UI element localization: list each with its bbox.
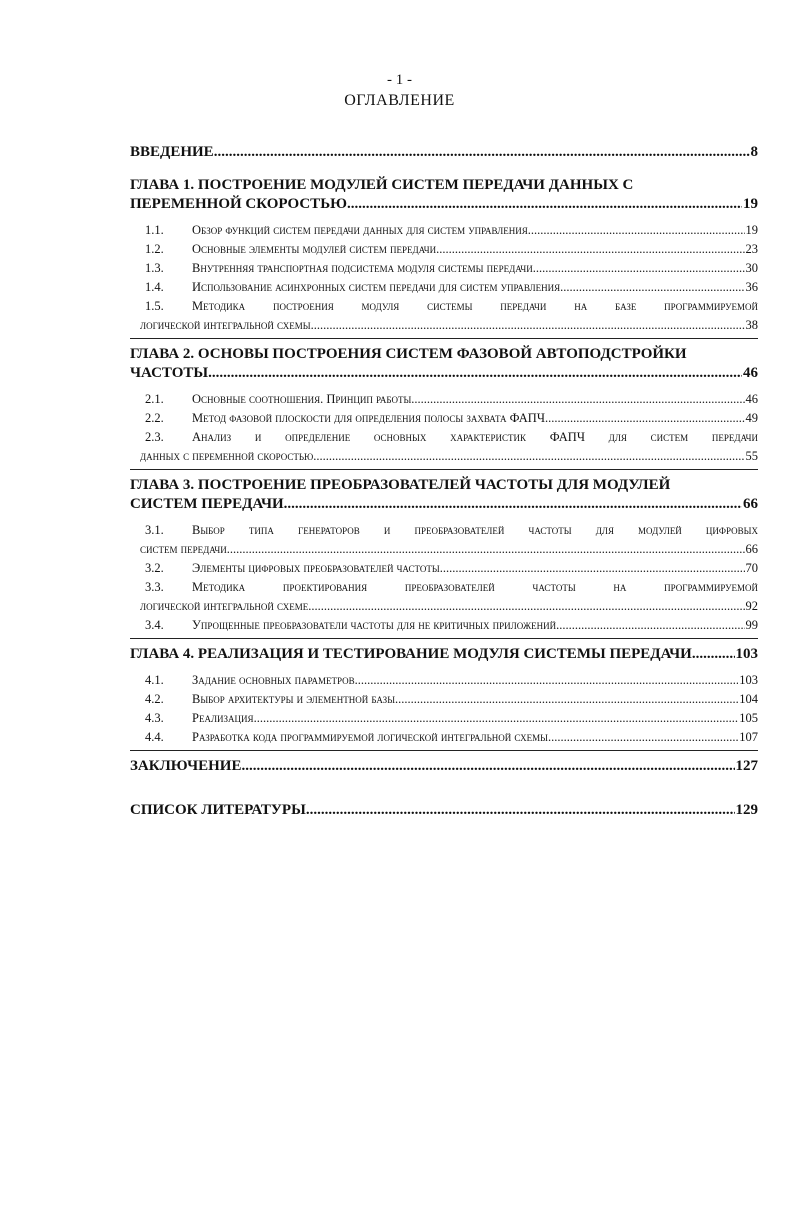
toc-page-number: 92 — [745, 599, 758, 613]
section-title: Внутренняя транспортная подсистема модуля системы передачи — [192, 261, 533, 275]
toc-section-4-2[interactable] — [130, 690, 758, 709]
section-number: 3.1. — [145, 523, 164, 537]
toc-section-4-1[interactable] — [130, 671, 758, 690]
toc-entry-intro[interactable] — [130, 143, 758, 162]
section-number: 4.2. — [145, 692, 164, 706]
toc-entry-references[interactable] — [130, 801, 758, 820]
toc-section-1-3[interactable] — [130, 259, 758, 278]
section-title: Элементы цифровых преобразователей частоты — [192, 561, 440, 575]
section-title: Методика проектирования преобразователей частоты на программируемой — [192, 580, 758, 594]
section-number: 2.1. — [145, 392, 164, 406]
toc-page-number: 99 — [745, 618, 758, 632]
section-title: Метод фазовой плоскости для определения полосы захвата ФАПЧ — [192, 411, 545, 425]
dot-leader — [533, 259, 745, 278]
chapter-title-line: ГЛАВА 2. ОСНОВЫ ПОСТРОЕНИЯ СИСТЕМ ФАЗОВОЙ АВТОПОДСТРОЙКИ — [130, 346, 687, 362]
section-number: 2.2. — [145, 411, 164, 425]
toc-page-number: 19 — [743, 196, 758, 212]
dot-leader — [556, 616, 744, 635]
dot-leader — [227, 540, 745, 559]
dot-leader — [254, 709, 739, 728]
divider — [130, 750, 758, 751]
toc-page-number: 46 — [745, 392, 758, 406]
chapter-title-line: ЧАСТОТЫ — [130, 365, 209, 381]
page-number: - 1 - — [387, 72, 412, 88]
section-number: 4.3. — [145, 711, 164, 725]
section-number: 1.5. — [145, 299, 164, 313]
chapter-title-line: ПЕРЕМЕННОЙ СКОРОСТЬЮ — [130, 196, 347, 212]
chapter-title-line: ГЛАВА 3. ПОСТРОЕНИЕ ПРЕОБРАЗОВАТЕЛЕЙ ЧАСТОТЫ ДЛЯ МОДУЛЕЙ — [130, 477, 671, 493]
toc-page-number: 129 — [735, 802, 758, 818]
dot-leader — [308, 597, 744, 616]
toc-page-number: 19 — [745, 223, 758, 237]
toc-section-4-4[interactable] — [130, 728, 758, 747]
table-of-contents — [130, 143, 758, 820]
section-title: Задание основных параметров — [192, 673, 355, 687]
dot-leader — [313, 447, 744, 466]
section-title-continued: логической интегральной схеме — [140, 599, 309, 613]
toc-page-number: 66 — [743, 496, 758, 512]
toc-section-1-1[interactable] — [130, 221, 758, 240]
section-number: 1.2. — [145, 242, 164, 256]
toc-section-2-1[interactable] — [130, 390, 758, 409]
dot-leader — [548, 728, 738, 747]
chapter-title-line: ГЛАВА 4. РЕАЛИЗАЦИЯ И ТЕСТИРОВАНИЕ МОДУЛЯ СИСТЕМЫ ПЕРЕДАЧИ — [130, 646, 692, 662]
toc-chapter-4[interactable] — [130, 645, 758, 664]
toc-section-1-4[interactable] — [130, 278, 758, 297]
section-title: Обзор функций систем передачи данных для систем управления — [192, 223, 528, 237]
dot-leader — [528, 221, 745, 240]
section-number: 3.4. — [145, 618, 164, 632]
section-title: Основные соотношения. Принцип работы — [192, 392, 412, 406]
dot-leader — [395, 690, 738, 709]
page-title: ОГЛАВЛЕНИЕ — [344, 92, 455, 109]
dot-leader — [208, 364, 742, 383]
dot-leader — [284, 495, 742, 514]
toc-page-number: 127 — [735, 758, 758, 774]
dot-leader — [355, 671, 739, 690]
toc-page-number: 107 — [739, 730, 758, 744]
section-number: 2.3. — [145, 430, 164, 444]
dot-leader — [440, 559, 745, 578]
toc-page-number: 104 — [739, 692, 758, 706]
toc-section-3-1[interactable] — [130, 521, 758, 559]
toc-page-number: 38 — [745, 318, 758, 332]
divider — [130, 638, 758, 639]
chapter-title-line: СИСТЕМ ПЕРЕДАЧИ — [130, 496, 284, 512]
dot-leader — [306, 801, 735, 820]
section-number: 4.1. — [145, 673, 164, 687]
toc-section-3-2[interactable] — [130, 559, 758, 578]
toc-section-3-3[interactable] — [130, 578, 758, 616]
section-title: Упрощенные преобразователи частоты для не критичных приложений — [192, 618, 557, 632]
section-title: Разработка кода программируемой логической интегральной схемы — [192, 730, 548, 744]
toc-chapter-2[interactable] — [130, 345, 758, 383]
dot-leader — [241, 757, 734, 776]
section-title: Выбор типа генераторов и преобразователей частоты для модулей цифровых — [192, 523, 758, 537]
toc-chapter-1[interactable] — [130, 176, 758, 214]
section-number: 1.4. — [145, 280, 164, 294]
toc-page-number: 103 — [739, 673, 758, 687]
dot-leader — [411, 390, 744, 409]
section-title: Анализ и определение основных характеристик ФАПЧ для систем передачи — [192, 430, 758, 444]
toc-page-number: 23 — [745, 242, 758, 256]
toc-page-number: 49 — [745, 411, 758, 425]
toc-page-number: 55 — [745, 449, 758, 463]
divider — [130, 338, 758, 339]
toc-page-number: 105 — [739, 711, 758, 725]
toc-section-1-5[interactable] — [130, 297, 758, 335]
section-number: 3.2. — [145, 561, 164, 575]
toc-section-2-2[interactable] — [130, 409, 758, 428]
section-number: 1.3. — [145, 261, 164, 275]
toc-section-1-2[interactable] — [130, 240, 758, 259]
section-title: Выбор архитектуры и элементной базы — [192, 692, 396, 706]
section-title-continued: логической интегральной схемы — [140, 318, 311, 332]
dot-leader — [560, 278, 744, 297]
dot-leader — [436, 240, 744, 259]
dot-leader — [311, 316, 745, 335]
toc-page-number: 103 — [735, 646, 758, 662]
chapter-title-line: ГЛАВА 1. ПОСТРОЕНИЕ МОДУЛЕЙ СИСТЕМ ПЕРЕДАЧИ ДАННЫХ С — [130, 177, 634, 193]
toc-entry-text: ВВЕДЕНИЕ — [130, 144, 214, 160]
toc-section-2-3[interactable] — [130, 428, 758, 466]
toc-page-number: 36 — [745, 280, 758, 294]
section-title: Реализация — [192, 711, 254, 725]
toc-entry-text: ЗАКЛЮЧЕНИЕ — [130, 758, 242, 774]
section-title-continued: систем передачи — [140, 542, 227, 556]
section-title: Основные элементы модулей систем передачи — [192, 242, 437, 256]
toc-section-3-4[interactable] — [130, 616, 758, 635]
dot-leader — [214, 143, 750, 162]
section-title: Методика построения модуля системы передачи на базе программируемой — [192, 299, 758, 313]
toc-page-number: 66 — [745, 542, 758, 556]
section-number: 3.3. — [145, 580, 164, 594]
toc-entry-text: СПИСОК ЛИТЕРАТУРЫ — [130, 802, 306, 818]
toc-chapter-3[interactable] — [130, 476, 758, 514]
toc-page-number: 8 — [750, 144, 758, 160]
section-number: 4.4. — [145, 730, 164, 744]
divider — [130, 469, 758, 470]
toc-page-number: 30 — [745, 261, 758, 275]
section-title: Использование асинхронных систем передачи для систем управления — [192, 280, 561, 294]
toc-page-number: 46 — [743, 365, 758, 381]
dot-leader — [692, 645, 735, 664]
toc-entry-conclusion[interactable] — [130, 757, 758, 776]
dot-leader — [347, 195, 742, 214]
dot-leader — [545, 409, 745, 428]
toc-section-4-3[interactable] — [130, 709, 758, 728]
section-title-continued: данных с переменной скоростью — [140, 449, 314, 463]
section-number: 1.1. — [145, 223, 164, 237]
toc-page-number: 70 — [745, 561, 758, 575]
